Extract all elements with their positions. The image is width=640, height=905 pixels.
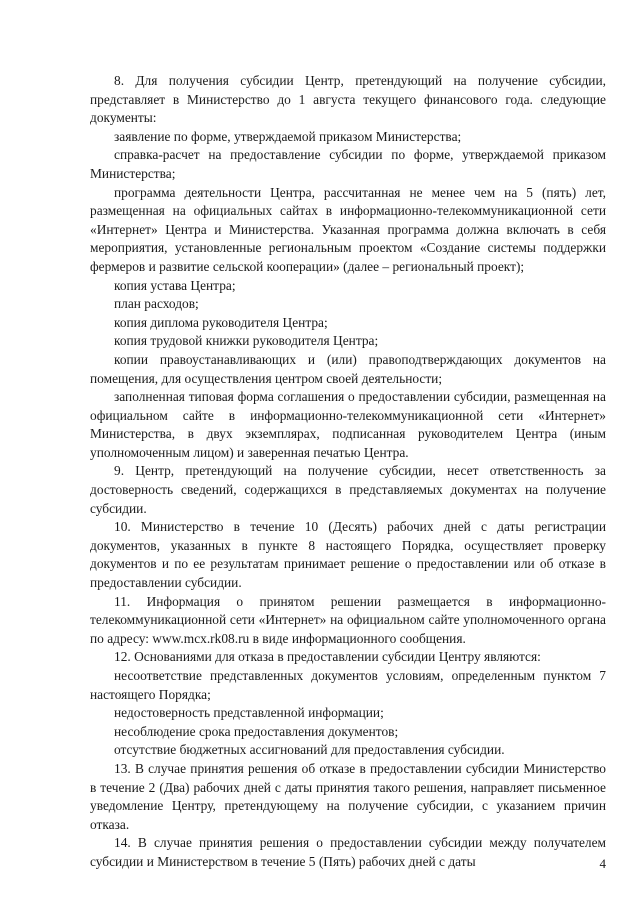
paragraph-8-intro: 8. Для получения субсидии Центр, претендующий на получение субсидии, представляет в Министерство до 1 августа текущего финансового года. следующие документы: bbox=[90, 73, 606, 126]
paragraph-13: 13. В случае принятия решения об отказе в предоставлении субсидии Министерство в течение 2 (Два) рабочих дней с даты принятия такого решения, направляет письменное уведомление Центру, претендующему на получение субсидии, с указанием причин отказа. bbox=[90, 760, 606, 832]
list-item-program: программа деятельности Центра, рассчитанная не менее чем на 5 (пять) лет, размещенная на официальных сайтах в информационно-телекоммуникационной сети «Интернет» Центра и Министерства. Указанная программа должна включать в себя мероприятия, установленные региональным проектом «Создание системы поддержки фермеров и развитие сельской кооперации» (далее – региональный проект); bbox=[90, 184, 606, 274]
refusal-reason-unreliable: недостоверность представленной информации; bbox=[114, 705, 384, 721]
list-item-employment-record: копия трудовой книжки руководителя Центра; bbox=[114, 333, 379, 349]
paragraph-14: 14. В случае принятия решения о предоставлении субсидии между получателем субсидии и Министерством в течение 5 (Пять) рабочих дней с даты bbox=[90, 835, 606, 869]
list-item-agreement-form: заполненная типовая форма соглашения о предоставлении субсидии, размещенная на официальном сайте в информационно-телекоммуникационной сети «Интернет» Министерства, в двух экземплярах, подписанная руководителем Центра (иным уполномоченным лицом) и заверенная печатью Центра. bbox=[90, 389, 606, 460]
paragraph-9: 9. Центр, претендующий на получение субсидии, несет ответственность за достоверность сведений, содержащихся в представляемых документах на получение субсидии. bbox=[90, 463, 606, 516]
paragraph-12: 12. Основаниями для отказа в предоставлении субсидии Центру являются: bbox=[114, 649, 541, 665]
list-item-application: заявление по форме, утверждаемой приказом Министерства; bbox=[114, 128, 462, 144]
document-body bbox=[90, 72, 606, 872]
list-item-diploma: копия диплома руководителя Центра; bbox=[114, 314, 328, 330]
paragraph-11: 11. Информация о принятом решении размещается в информационно-телекоммуникационной сети «Интернет» на официальном сайте уполномоченного органа по адресу: www.mcx.rk08.ru в виде информационного сообщения. bbox=[90, 593, 606, 646]
list-item-expense-plan: план расходов; bbox=[114, 296, 199, 312]
list-item-calculation: справка-расчет на предоставление субсидии по форме, утверждаемой приказом Министерства; bbox=[90, 147, 606, 181]
refusal-reason-deadline: несоблюдение срока предоставления документов; bbox=[114, 723, 399, 739]
list-item-premises-documents: копии правоустанавливающих и (или) правоподтверждающих документов на помещения, для осуществления центром своей деятельности; bbox=[90, 351, 606, 386]
paragraph-10: 10. Министерство в течение 10 (Десять) рабочих дней с даты регистрации документов, указанных в пункте 8 настоящего Порядка, осуществляет проверку документов и по ее результатам принимает решение о предоставлении или об отказе в предоставлении субсидии. bbox=[90, 519, 606, 591]
refusal-reason-mismatch: несоответствие представленных документов условиям, определенным пунктом 7 настоящего Порядка; bbox=[90, 668, 606, 702]
page-number: 4 bbox=[599, 856, 606, 871]
list-item-charter: копия устава Центра; bbox=[114, 277, 236, 293]
refusal-reason-budget: отсутствие бюджетных ассигнований для предоставления субсидии. bbox=[114, 742, 505, 758]
